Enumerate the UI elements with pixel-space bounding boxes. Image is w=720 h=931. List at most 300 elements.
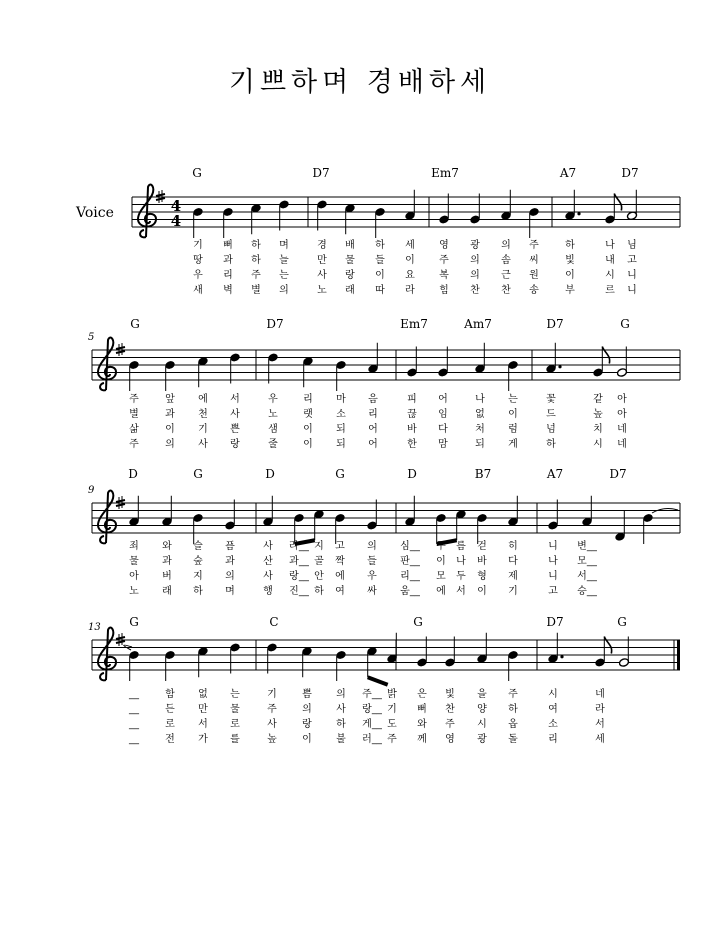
lyric-syllable: 영 <box>439 240 449 251</box>
lyric-verse <box>128 687 605 700</box>
note <box>129 360 140 391</box>
note <box>225 500 236 531</box>
staff-system <box>132 166 680 296</box>
lyric-syllable: 님 <box>627 240 637 251</box>
lyric-syllable: 새 <box>193 285 203 296</box>
lyric-syllable: 버 <box>162 571 172 582</box>
lyric-syllable: 진__ <box>289 586 309 597</box>
lyric-syllable: 래 <box>345 285 355 296</box>
lyric-syllable: 하 <box>546 439 556 450</box>
note <box>477 513 488 544</box>
sharp-stroke <box>116 637 125 639</box>
chord-symbol: D7 <box>546 615 564 629</box>
lyric-syllable: 다 <box>438 424 448 435</box>
lyric-syllable: 복 <box>439 270 449 281</box>
chord-symbol: D <box>265 467 275 481</box>
note <box>405 496 416 527</box>
lyric-syllable: 바 <box>407 424 417 435</box>
lyric-syllable: 경 <box>317 240 327 251</box>
chord-symbol: D7 <box>266 317 284 331</box>
lyric-syllable: 뻐 <box>417 704 427 715</box>
lyric-syllable: 벽 <box>223 285 233 296</box>
note <box>193 513 204 544</box>
lyric-syllable: 랑 <box>230 439 240 450</box>
lyric-syllable: 하 <box>193 586 203 597</box>
lyric-syllable: 리 <box>548 734 558 745</box>
lyric-syllable: 싸 <box>367 586 377 597</box>
note <box>445 637 456 668</box>
time-signature-bottom: 4 <box>170 212 182 230</box>
lyric-syllable: 돌 <box>508 734 518 745</box>
lyric-syllable: 물 <box>345 255 355 266</box>
lyric-syllable: 마 <box>336 394 346 405</box>
note <box>508 650 519 681</box>
lyric-verse <box>129 392 627 405</box>
beam <box>368 677 388 685</box>
lyric-syllable: 우 <box>193 270 203 281</box>
time-signature <box>171 197 181 230</box>
chord-symbol: G <box>617 615 627 629</box>
lyric-syllable: 솜 <box>501 255 511 266</box>
lyric-syllable: 높 <box>267 734 277 745</box>
chord-symbol: G <box>130 317 140 331</box>
treble-clef-icon <box>98 338 116 391</box>
lyric-syllable: 줄 <box>268 439 278 450</box>
lyric-syllable: 리 <box>368 409 378 420</box>
lyric-syllable: 같 <box>593 394 603 405</box>
lyric-syllable: 든 <box>165 704 175 715</box>
lyric-syllable: 지 <box>193 571 203 582</box>
lyric-syllable: 어 <box>368 439 378 450</box>
chord-symbol: A7 <box>559 166 577 180</box>
lyric-syllable: 변__ <box>577 541 597 552</box>
lyric-syllable: 는 <box>508 394 518 405</box>
lyric-syllable: 앞 <box>165 394 175 405</box>
lyric-syllable: 걷 <box>477 541 487 552</box>
lyric-syllable: 높 <box>593 409 603 420</box>
lyric-syllable: 지 <box>314 541 324 552</box>
note <box>475 343 486 374</box>
lyric-syllable: 만 <box>317 255 327 266</box>
lyric-syllable: 들 <box>367 556 377 567</box>
lyric-syllable: 세 <box>405 240 415 251</box>
lyric-syllable: 랫 <box>303 409 313 420</box>
lyric-syllable: 불 <box>336 734 346 745</box>
lyric-syllable: 처 <box>475 424 485 435</box>
lyric-syllable: 판__ <box>400 556 420 567</box>
lyric-syllable: 리 <box>303 394 313 405</box>
lyric-syllable: 주 <box>445 719 455 730</box>
lyric-syllable: 노 <box>317 285 327 296</box>
lyric-syllable: 기 <box>193 240 203 251</box>
lyric-syllable: 만 <box>198 704 208 715</box>
note <box>263 496 274 527</box>
note <box>405 190 416 221</box>
lyric-syllable: 서 <box>198 719 208 730</box>
note <box>223 207 234 238</box>
lyric-syllable: 리 <box>223 270 233 281</box>
lyric-syllable: 드 <box>546 409 556 420</box>
chord-symbol: G <box>413 615 423 629</box>
lyric-syllable: 름 <box>456 541 466 552</box>
measure-number: 9 <box>88 485 95 496</box>
lyric-syllable: 피 <box>407 394 417 405</box>
treble-clef-icon <box>138 185 156 238</box>
note <box>643 513 654 544</box>
lyric-syllable: 나 <box>475 394 485 405</box>
chord-symbol: G <box>335 467 345 481</box>
lyric-syllable: 별 <box>129 409 139 420</box>
lyric-syllable: 여 <box>548 704 558 715</box>
lyric-syllable: 맘 <box>438 439 448 450</box>
lyric-syllable: 두 <box>456 571 466 582</box>
note <box>375 207 386 238</box>
lyric-syllable: 찬 <box>445 704 455 715</box>
note <box>368 343 379 374</box>
note <box>546 343 562 374</box>
chord-symbol: D7 <box>621 166 639 180</box>
note <box>617 347 628 378</box>
lyric-syllable: 가 <box>198 734 208 745</box>
lyric-syllable: 네 <box>617 424 627 435</box>
lyric-syllable: 기 <box>387 704 397 715</box>
lyric-syllable: 러__ <box>362 734 382 745</box>
lyric-syllable: 삶 <box>129 424 139 435</box>
lyric-syllable: 부 <box>565 285 575 296</box>
note <box>198 646 209 677</box>
note <box>501 190 512 221</box>
note <box>336 650 347 681</box>
lyric-syllable: 사 <box>198 439 208 450</box>
lyric-verse <box>128 732 605 745</box>
note <box>267 643 278 674</box>
note <box>279 200 290 231</box>
lyric-syllable: 이 <box>436 556 446 567</box>
lyric-syllable: __ <box>129 719 139 730</box>
lyric-syllable: 과 <box>162 556 172 567</box>
note <box>565 190 581 221</box>
sharp-stroke <box>116 504 125 506</box>
lyric-syllable: 과 <box>225 556 235 567</box>
lyric-syllable: 게__ <box>362 719 382 730</box>
augmentation-dot <box>558 365 561 368</box>
sharp-stroke <box>116 351 125 353</box>
lyric-syllable: 힘 <box>439 285 449 296</box>
lyric-syllable: 주 <box>508 689 518 700</box>
lyric-verse <box>129 539 598 552</box>
lyric-syllable: 는 <box>230 689 240 700</box>
sharp-stroke <box>116 641 125 643</box>
time-signature-top: 4 <box>170 197 182 215</box>
chord-symbol: D7 <box>546 317 564 331</box>
lyric-syllable: 사 <box>263 541 273 552</box>
sharp-stroke <box>156 198 165 200</box>
note <box>230 643 241 674</box>
lyric-syllable: 임 <box>438 409 448 420</box>
note <box>165 650 176 681</box>
lyric-syllable: 아 <box>617 409 627 420</box>
note <box>345 203 356 234</box>
chord-symbol: G <box>620 317 630 331</box>
lyric-syllable: 근 <box>501 270 511 281</box>
lyric-syllable: 시 <box>593 439 603 450</box>
lyric-syllable: 주 <box>129 394 139 405</box>
lyric-syllable: 서__ <box>577 571 597 582</box>
lyric-syllable: 랑 <box>302 719 312 730</box>
chord-symbol: Em7 <box>431 166 459 180</box>
lyric-syllable: 의 <box>225 571 235 582</box>
lyric-syllable: 이 <box>302 734 312 745</box>
lyric-syllable: 송 <box>529 285 539 296</box>
lyric-syllable: 주 <box>267 704 277 715</box>
lyric-syllable: 의 <box>336 689 346 700</box>
note <box>129 496 140 527</box>
lyric-syllable: 주 <box>439 255 449 266</box>
eighth-flag <box>604 637 611 654</box>
note <box>456 509 467 540</box>
lyric-syllable: 뻐 <box>223 240 233 251</box>
lyric-syllable: 심__ <box>400 541 420 552</box>
lyric-syllable: 끊 <box>407 409 417 420</box>
chord-symbol: G <box>193 467 203 481</box>
lyric-syllable: 되 <box>475 439 485 450</box>
lyric-syllable: 이 <box>303 424 313 435</box>
lyric-syllable: 전 <box>165 734 175 745</box>
lyric-syllable: 슬 <box>193 541 203 552</box>
note <box>367 500 378 531</box>
note <box>367 646 378 677</box>
chord-symbol: C <box>269 615 279 629</box>
chord-symbol: G <box>192 166 202 180</box>
lyric-syllable: 이 <box>565 270 575 281</box>
lyric-syllable: 여 <box>335 586 345 597</box>
lyric-syllable: 나 <box>605 240 615 251</box>
note <box>162 496 173 527</box>
lyric-syllable: 서 <box>230 394 240 405</box>
lyric-syllable: 사 <box>263 571 273 582</box>
lyric-syllable: 제 <box>508 571 518 582</box>
lyric-syllable: 랑 <box>345 270 355 281</box>
lyric-syllable: 라 <box>595 704 605 715</box>
lyric-syllable: 니 <box>627 285 637 296</box>
chord-symbol: Em7 <box>400 317 428 331</box>
lyric-syllable: 는 <box>279 270 289 281</box>
lyric-syllable: 이 <box>405 255 415 266</box>
lyric-syllable: 을 <box>477 689 487 700</box>
lyric-syllable: 꽃 <box>546 394 556 405</box>
lyric-syllable: 광 <box>477 734 487 745</box>
lyric-syllable: 어 <box>438 394 448 405</box>
note <box>303 356 314 387</box>
lyric-syllable: 의 <box>279 285 289 296</box>
lyric-verse <box>193 253 637 266</box>
note <box>268 353 279 384</box>
lyric-syllable: 쁜 <box>230 424 240 435</box>
measure-number: 13 <box>88 622 101 633</box>
lyric-syllable: 며 <box>225 586 235 597</box>
note <box>439 194 450 225</box>
note <box>477 633 488 664</box>
note <box>438 347 449 378</box>
lyric-syllable: 없 <box>475 409 485 420</box>
lyric-syllable: 어 <box>368 424 378 435</box>
lyric-syllable: 영 <box>445 734 455 745</box>
augmentation-dot <box>560 655 563 658</box>
lyric-syllable: 네 <box>595 689 605 700</box>
note <box>251 203 262 234</box>
note <box>436 513 447 544</box>
lyric-syllable: 과 <box>223 255 233 266</box>
lyric-syllable: 며 <box>279 240 289 251</box>
chord-symbol: B7 <box>474 467 492 481</box>
note <box>336 360 347 391</box>
lyric-syllable: 구 <box>436 541 446 552</box>
lyric-syllable: 물 <box>230 704 240 715</box>
lyric-syllable: 와 <box>417 719 427 730</box>
sharp-stroke <box>156 194 165 196</box>
lyric-syllable: 요 <box>405 270 415 281</box>
lyric-syllable: 랑__ <box>289 571 309 582</box>
lyric-syllable: 모__ <box>577 556 597 567</box>
lyric-syllable: 께 <box>417 734 427 745</box>
lyric-syllable: 픔 <box>225 541 235 552</box>
lyric-syllable: 음 <box>368 394 378 405</box>
lyric-syllable: 라 <box>405 285 415 296</box>
lyric-syllable: 주__ <box>362 689 382 700</box>
lyric-syllable: 에 <box>436 586 446 597</box>
treble-clef-icon <box>98 628 116 681</box>
lyric-syllable: 원 <box>529 270 539 281</box>
lyric-syllable: 나 <box>456 556 466 567</box>
note <box>335 513 346 544</box>
sharp-stroke <box>116 347 125 349</box>
lyric-syllable: 래 <box>162 586 172 597</box>
lyric-syllable: 이 <box>303 439 313 450</box>
lyric-syllable: 골 <box>314 556 324 567</box>
note <box>605 194 616 225</box>
chord-symbol: D <box>407 467 417 481</box>
lyric-syllable: __ <box>129 704 139 715</box>
lyric-syllable: 고 <box>335 541 345 552</box>
lyric-verse <box>129 584 598 597</box>
lyric-syllable: 쁨 <box>302 689 312 700</box>
lyric-syllable: 아 <box>129 571 139 582</box>
lyric-syllable: 세 <box>595 734 605 745</box>
lyric-syllable: 를 <box>230 734 240 745</box>
lyric-syllable: 이 <box>375 270 385 281</box>
lyric-syllable: 찬 <box>470 285 480 296</box>
lyric-syllable: 하 <box>336 719 346 730</box>
eighth-flag <box>614 194 621 211</box>
lyric-verse <box>129 407 627 420</box>
lyric-syllable: 다 <box>508 556 518 567</box>
lyric-syllable: 행 <box>263 586 273 597</box>
lyric-syllable: 로 <box>230 719 240 730</box>
lyric-syllable: 주 <box>129 439 139 450</box>
lyric-syllable: 과 <box>165 409 175 420</box>
lyric-syllable: 안 <box>314 571 324 582</box>
note <box>548 633 564 664</box>
note <box>470 194 481 225</box>
note <box>582 496 593 527</box>
lyric-verse <box>128 702 605 715</box>
note <box>302 646 313 677</box>
staff-system <box>88 467 680 597</box>
note <box>317 200 328 231</box>
lyric-syllable: 하 <box>251 240 261 251</box>
lyric-syllable: 에 <box>335 571 345 582</box>
lyric-syllable: 산 <box>263 556 273 567</box>
lyric-syllable: 빛 <box>445 689 455 700</box>
lyric-verse <box>129 569 598 582</box>
note <box>314 509 325 540</box>
lyric-syllable: 내 <box>605 255 615 266</box>
lyric-syllable: 함 <box>165 689 175 700</box>
lyric-verse <box>193 238 637 251</box>
lyric-syllable: 사 <box>336 704 346 715</box>
note <box>198 356 209 387</box>
lyric-syllable: 따 <box>375 285 385 296</box>
lyric-syllable: 르 <box>605 285 615 296</box>
lyric-syllable: 의 <box>302 704 312 715</box>
chord-symbol: A7 <box>546 467 564 481</box>
lyric-syllable: __ <box>129 689 139 700</box>
lyric-syllable: 한 <box>407 439 417 450</box>
lyric-syllable: 하 <box>375 240 385 251</box>
lyric-syllable: 움__ <box>400 586 420 597</box>
lyric-syllable: 이 <box>477 586 487 597</box>
lyric-syllable: 빛 <box>565 255 575 266</box>
lyric-syllable: 기 <box>508 586 518 597</box>
note <box>165 360 176 391</box>
lyric-syllable: 기 <box>267 689 277 700</box>
lyric-syllable: 주 <box>387 734 397 745</box>
lyric-syllable: 승__ <box>577 586 597 597</box>
lyric-syllable: 이 <box>508 409 518 420</box>
lyric-syllable: 되 <box>336 424 346 435</box>
note <box>294 513 305 544</box>
lyric-syllable: 이 <box>165 424 175 435</box>
lyric-syllable: 옵 <box>508 719 518 730</box>
chord-symbol: Am7 <box>464 317 492 331</box>
lyric-syllable: 에 <box>198 394 208 405</box>
lyric-syllable: 광 <box>470 240 480 251</box>
lyric-verse <box>129 422 627 435</box>
note <box>508 360 519 391</box>
lyric-syllable: 배 <box>345 240 355 251</box>
lyric-syllable: 우 <box>367 571 377 582</box>
lyric-syllable: 없 <box>198 689 208 700</box>
lyric-syllable: 주 <box>529 240 539 251</box>
lyric-syllable: 소 <box>336 409 346 420</box>
part-label: Voice <box>76 205 114 221</box>
sharp-stroke <box>116 500 125 502</box>
lyric-syllable: 들 <box>375 255 385 266</box>
lyric-syllable: 과__ <box>289 556 309 567</box>
lyric-syllable: 아 <box>617 394 627 405</box>
lyric-syllable: 주 <box>251 270 261 281</box>
note <box>417 637 428 668</box>
chord-symbol: D <box>128 467 138 481</box>
lyric-syllable: 넘 <box>546 424 556 435</box>
lyric-syllable: 샘 <box>268 424 278 435</box>
lyric-syllable: 밝 <box>387 689 397 700</box>
song-title: 기쁘하며 경배하세 <box>228 67 492 98</box>
note <box>627 190 638 221</box>
treble-clef-icon <box>98 491 116 544</box>
lyric-syllable: 죄 <box>129 541 139 552</box>
note <box>615 511 626 542</box>
